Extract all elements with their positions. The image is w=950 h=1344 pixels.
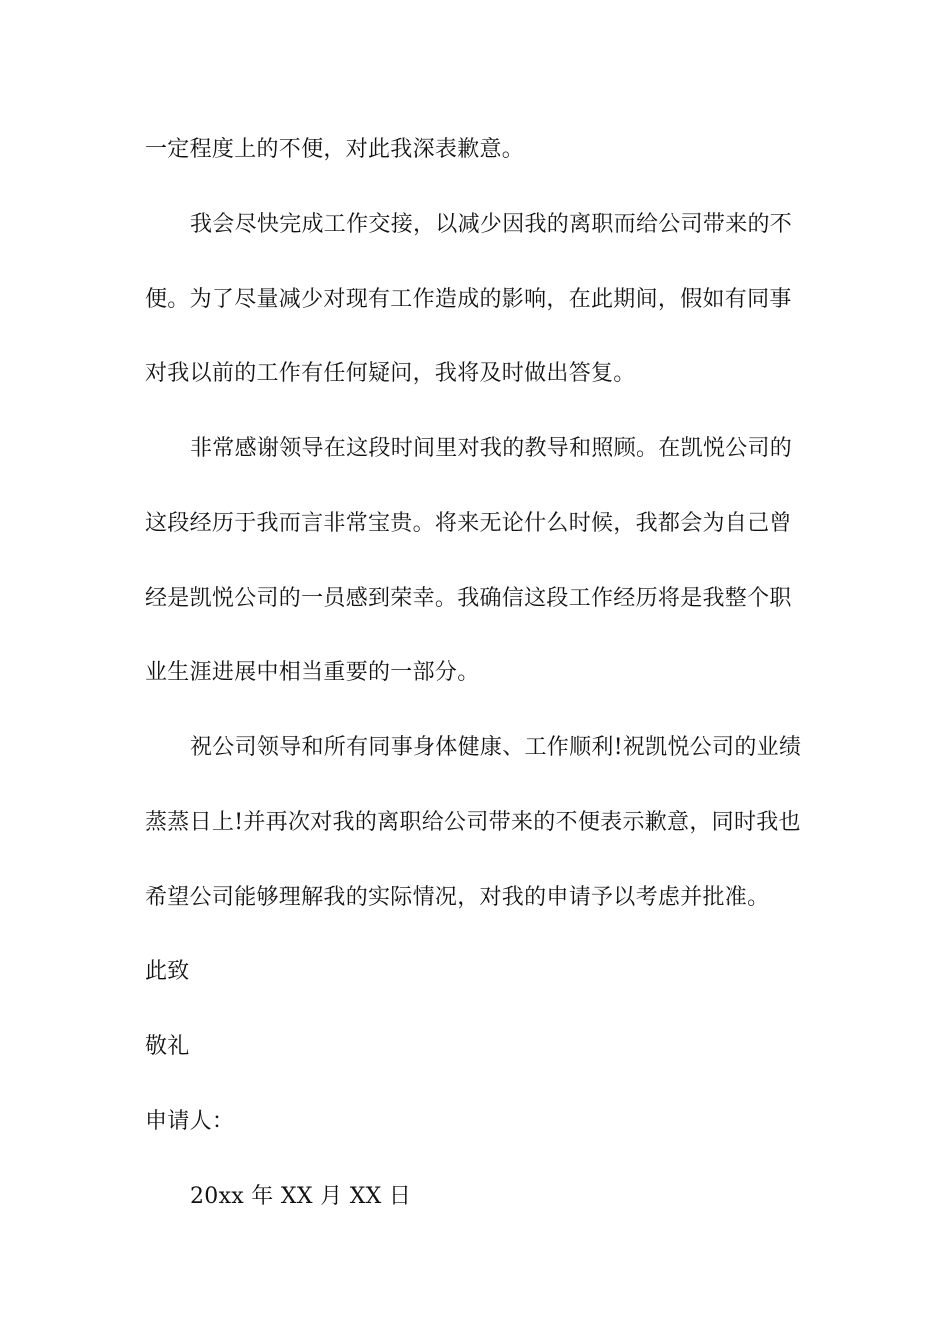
paragraph-4-line-1: 祝公司领导和所有同事身体健康、工作顺利!祝凯悦公司的业绩 [190, 735, 802, 760]
paragraph-2-line-2: 便。为了尽量减少对现有工作造成的影响，在此期间，假如有同事 [145, 287, 792, 312]
paragraph-3-line-1: 非常感谢领导在这段时间里对我的教导和照顾。在凯悦公司的 [190, 436, 793, 461]
signature-date: 20xx 年 XX 月 XX 日 [190, 1184, 412, 1209]
paragraph-3-line-4: 业生涯进展中相当重要的一部分。 [145, 660, 480, 685]
paragraph-2-line-1: 我会尽快完成工作交接，以减少因我的离职而给公司带来的不 [190, 212, 793, 237]
paragraph-2-line-3: 对我以前的工作有任何疑问，我将及时做出答复。 [145, 361, 636, 386]
closing-regards: 敬礼 [145, 1034, 190, 1059]
closing-salutation: 此致 [145, 959, 190, 984]
applicant-label: 申请人： [145, 1109, 235, 1134]
paragraph-4-line-3: 希望公司能够理解我的实际情况，对我的申请予以考虑并批准。 [145, 885, 770, 910]
paragraph-3-line-2: 这段经历于我而言非常宝贵。将来无论什么时候，我都会为自己曾 [145, 511, 792, 536]
paragraph-4-line-2: 蒸蒸日上!并再次对我的离职给公司带来的不便表示歉意，同时我也 [145, 810, 801, 835]
paragraph-1-line-1: 一定程度上的不便，对此我深表歉意。 [145, 137, 525, 162]
paragraph-3-line-3: 经是凯悦公司的一员感到荣幸。我确信这段工作经历将是我整个职 [145, 586, 792, 611]
